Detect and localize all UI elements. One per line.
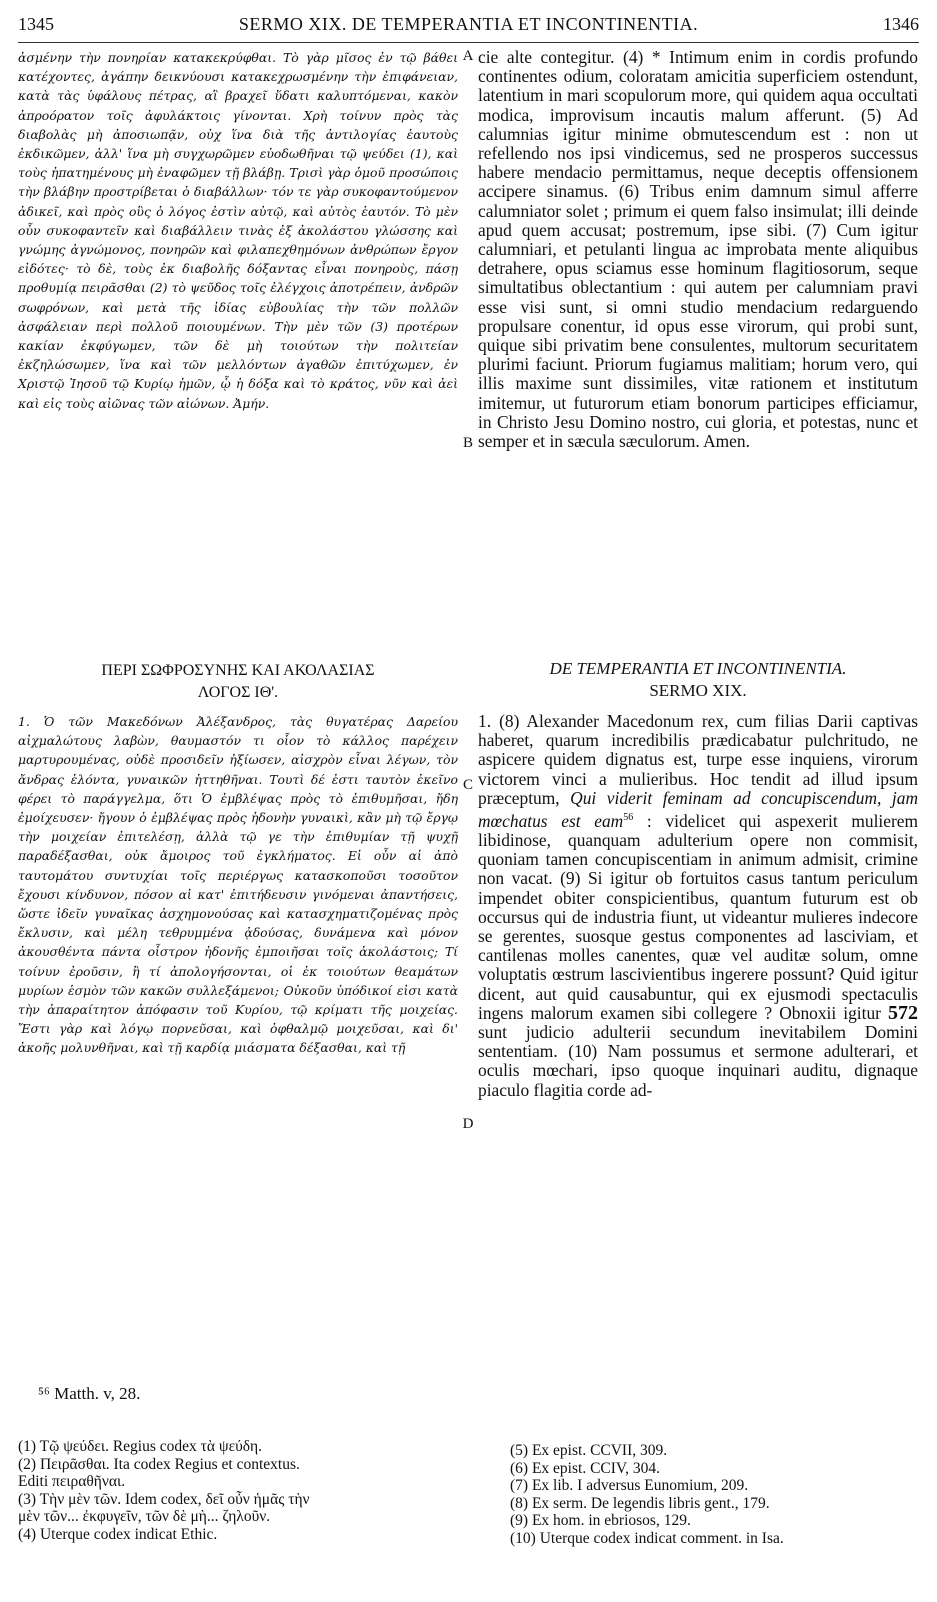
footnote-line: (4) Uterque codex indicat Ethic. <box>18 1525 218 1543</box>
latin-paragraph: cie alte contegitur. (4) * Intimum enim in cordis profundo continentes odium, coloratam amicitia superficiem ostendunt, latentium in mari scopulorum more, qui quidem aqua occultati modica, improvisum incautis malum afferunt. (5) Ad calumnias igitur minime obmutescendum est : non ut refellendo nos ipsi vindicemus, sed ne prosperos successus habere mendacio permittamus, neque deceptis offensionem accipere sinamus. (6) Tribus enim damnum simul afferre calumniator solet ; primum ei quem falso insimulat; illi deinde apud quem accusat; postremum, ipse sibi. (7) Cum igitur calumniari, et petulanti lingua ac improbata mente aliquibus detrahere, opus sciamus esse hominum flagitiosorum, seque simultatibus oblectantium : qui autem per calumniam pravi esse visi sunt, si omni studio mendacium redarguendo propulsare conentur, id opus esse virorum, qui probi sunt, quique sibi privatim bene consulentes, multorum securitatem plurimi faciunt. Priorum fugiamus malitiam; horum vero, qui illis maxime sunt dissimiles, vitæ rationem et institutum imitemur, ut futurorum etiam bonorum participes efficiamur, in Christo Jesu Domino nostro, cui gloria, et potestas, nunc et semper et in sæcula sæculorum. Amen. <box>478 47 918 452</box>
greek-column-bottom <box>18 712 458 1058</box>
margin-letter-d: D <box>462 1116 474 1132</box>
margin-letter-a: A <box>462 48 474 64</box>
greek-heading-line2: ΛΟΓΟΣ ΙΘ'. <box>197 684 279 701</box>
latin-column-bottom <box>478 712 918 1100</box>
footnotes-right <box>510 1442 920 1547</box>
page-number-right: 1346 <box>883 14 919 34</box>
running-title: SERMO XIX. DE TEMPERANTIA ET INCONTINENTIA. <box>238 14 699 34</box>
footnotes-left <box>18 1438 458 1543</box>
latin-section-heading <box>478 658 918 702</box>
footnote-line: (5) Ex epist. CCVII, 309. <box>510 1442 668 1459</box>
footnote-marker-56: 56 <box>623 812 634 824</box>
footnote-line: (7) Ex lib. I adversus Eunomium, 209. <box>510 1477 749 1494</box>
margin-letter-c: C <box>462 777 473 793</box>
latin-heading-line2: SERMO XIX. <box>649 681 747 700</box>
greek-column-top <box>18 48 458 413</box>
greek-paragraph-sermon: 1. Ὁ τῶν Μακεδόνων Ἀλέξανδρος, τὰς θυγατέρας Δαρείου αἰχμαλώτους λαβὼν, θαυμαστόν τι οἷον τὸ κάλλος παρέχειν μαρτυρουμένας, οὐδὲ προσιδεῖν ἠξίωσεν, αἰσχρὸν εἶναι λέγων, τὸν ἄνδρας ἑλόντα, γυναικῶν ἡττηθῆναι. Τουτὶ δέ ἐστι ταυτὸν ἐκεῖνο φέρει τὸ παράγγελμα, ὅτι Ὁ ἐμβλέψας πρὸς τὸ ἐπιθυμῆσαι, ἤδη ἐμοίχευσεν· ἤγουν ὁ ἐμβλέψας πρὸς ἡδονὴν γυναικὶ, κἂν μὴ τῷ ἔργῳ τὴν μοιχείαν ἐπιτελέσῃ, ἀλλὰ τῷ γε τὴν ἐπιθυμίαν τῇ ψυχῇ παραδέξασθαι, οὐκ ἄμοιρος τοῦ ἐγκλήματος. Εἰ οὖν αἱ ἀπὸ ταυτομάτου συντυχίαι τοῖς περιέργως κατασκοποῦσι τοσοῦτον ἔχουσι κίνδυνον, πόσον αἱ κατ' ἐπιτήδευσιν γινόμεναι ἀπαντήσεις, ὥστε ἰδεῖν γυναῖκας ἀσχημονούσας καὶ κατασχηματιζομένας πρὸς ἔκλυσιν, καὶ μέλη τεθρυμμένα ᾀδούσας, δυνάμενα καὶ μόνον ἀκουσθέντα πάντα οἶστρον ἡδονῆς ἐμποιῆσαι τοῖς ἀκολάστοις; Τί τοίνυν ἐροῦσιν, ἢ τί ἀπολογήσονται, οἱ ἐκ τοιούτων θεαμάτων μυρίων ἑσμὸν τῶν κακῶν συλλεξάμενοι; Οὐκοῦν ὑπόδικοί εἰσι κατὰ τὴν ἀπαραίτητον ἀπόφασιν τοῦ Κυρίου, τῷ κρίματι τῆς μοιχείας. Ἔστι γὰρ καὶ λόγῳ πορνεῦσαι, καὶ ὀφθαλμῷ μοιχεῦσαι, καὶ δι' ἀκοῆς μολυνθῆναι, καὶ τῇ καρδίᾳ μιάσματα δέξασθαι, καὶ τῇ <box>18 714 458 1056</box>
latin-paragraph-sermon <box>478 712 918 1100</box>
footnote-line: (10) Uterque codex indicat comment. in Isa. <box>510 1529 784 1547</box>
footnote-line: (2) Πειρᾶσθαι. Ita codex Regius et contextus. <box>18 1455 300 1473</box>
latin-scripture-quote: Qui viderit feminam ad concupiscendum, jam mœchatus est eam <box>478 787 918 831</box>
scripture-footnote: ⁵⁶ Matth. v, 28. <box>38 1384 141 1403</box>
latin-column-top <box>478 48 918 451</box>
latin-text-b: : videlicet qui aspexerit mulierem libidinose, quanquam adulterium opere non commisit, quoniam tamen concupiscentiam in animum admisit, crimine non vacat. (9) Si igitur ob fortuitos casus tantum periculum impendet obiter conspicientibus, quantum futurum est ob occursus qui de industria fiunt, ut videantur mulieres indecore se gerentes, suosque gestus componentes ad lasciviam, et cantilenas molles canentes, quæ vel auditæ solum, omne voluptatis œstrum lascivientibus ingerere possunt? Quid igitur dicent, aut quid causabuntur, qui ex ejusmodi spectaculis ingens malorum examen sibi collegere ? Obnoxii igitur <box>478 810 918 1023</box>
greek-heading-line1: ΠΕΡΙ ΣΩΦΡΟΣΥΝΗΣ ΚΑΙ ΑΚΟΛΑΣΙΑΣ <box>101 662 375 679</box>
greek-paragraph: ἀσμένην τὴν πονηρίαν κατακεκρύφθαι. Τὸ γὰρ μῖσος ἐν τῷ βάθει κατέχοντες, ἀγάπην δεικνύουσι κατακεχρωσμένην τὴν ἐπιφάνειαν, κατὰ τὰς ὑφάλους πέτρας, αἳ βραχεῖ ὕδατι καλυπτόμεναι, κακὸν ἀπροόρατον τοῖς ἀφυλάκτοις γίνονται. Χρὴ τοίνυν πρὸς τὰς διαβολὰς μὴ ἀποσιωπᾷν, οὐχ ἵνα διὰ τῆς ἀντιλογίας ἑαυτοὺς ἐκδικῶμεν, ἀλλ' ἵνα μὴ συγχωρῶμεν εὐοδωθῆναι τῷ ψεύδει (1), καὶ τοὺς ἠπατημένους μὴ ἐναφῶμεν τῇ βλάβῃ. Τρισὶ γὰρ ὁμοῦ προσώποις τὴν βλάβην προστρίβεται ὁ διαβάλλων· τόν τε γὰρ συκοφαντούμενον ἀδικεῖ, καὶ πρὸς οὓς ὁ λόγος ἐστὶν αὐτῷ, καὶ αὐτὸς ἑαυτόν. Τὸ μὲν οὖν συκοφαντεῖν καὶ διαβάλλειν τινὰς ἐξ ἀκολάστου γλώσσης καὶ γνώμης ἀγνώμονος, πονηρῶν καὶ φιλαπεχθημόνων ἀνθρώπων ἔργον εἰδότες· τὸ δὲ, τοὺς ἐκ διαβολῆς δόξαντας εἶναι πονηροὺς, πάσῃ προθυμίᾳ πειρᾶσθαι (2) τὸ ψεῦδος τοῖς ἐλέγχοις ἀποτρέπειν, ἀνδρῶν σωφρόνων, καὶ μετὰ τῆς ἰδίας εὐβουλίας τὴν τῶν πολλῶν ἀσφάλειαν περὶ πολλοῦ ποιουμένων. Τὴν μὲν τῶν (3) προτέρων κακίαν ἐκφύγωμεν, τῶν δὲ μὴ τοιούτων τὴν πολιτείαν ἐκζηλώσωμεν, ἵνα καὶ τῶν μελλόντων ἀγαθῶν ἐπιτύχωμεν, ἐν Χριστῷ Ἰησοῦ τῷ Κυρίῳ ἡμῶν, ᾧ ἡ δόξα καὶ τὸ κράτος, νῦν καὶ ἀεὶ καὶ εἰς τοὺς αἰῶνας τῶν αἰώνων. Ἀμήν. <box>18 50 458 411</box>
margin-letter-b: B <box>462 435 473 451</box>
footnote-line: Editi πειραθῆναι. <box>18 1473 126 1490</box>
footnote-line: (6) Ex epist. CCIV, 304. <box>510 1459 660 1477</box>
footnote-line: (1) Τῷ ψεύδει. Regius codex τὰ ψεύδη. <box>18 1438 263 1455</box>
footnote-line: (3) Τὴν μὲν τῶν. Idem codex, δεῖ οὖν ἡμᾶς τὴν <box>18 1490 310 1508</box>
footnote-line: μὲν τῶν... ἐκφυγεῖν, τῶν δὲ μὴ... ζηλοῦν. <box>18 1508 271 1525</box>
page-marker-572: 572 <box>888 1001 918 1024</box>
header-rule <box>18 42 919 43</box>
latin-heading-line1: DE TEMPERANTIA ET INCONTINENTIA. <box>549 659 847 678</box>
greek-section-heading <box>18 660 458 704</box>
running-header <box>18 14 919 40</box>
footnote-line: (8) Ex serm. De legendis libris gent., 179. <box>510 1494 770 1512</box>
page-number-left: 1345 <box>18 14 54 34</box>
footnote-line: (9) Ex hom. in ebriosos, 129. <box>510 1512 691 1529</box>
latin-text-c: sunt judicio adulterii secundum inevitabilem Domini sententiam. (10) Nam possumus et sermone adulterari, et oculis mœchari, ipso quoque inquinari auditu, dignaque piaculo flagitia corde ad- <box>478 1022 918 1100</box>
latin-text-a: 1. (8) Alexander Macedonum rex, cum filias Darii captivas haberet, quarum incredibilis prædicabatur pulchritudo, ne aspicere quidem dignatus est, turpe esse inquiens, virorum victorem vinci a mulieribus. Hoc tendit ad illud ipsum præceptum, <box>478 711 918 808</box>
